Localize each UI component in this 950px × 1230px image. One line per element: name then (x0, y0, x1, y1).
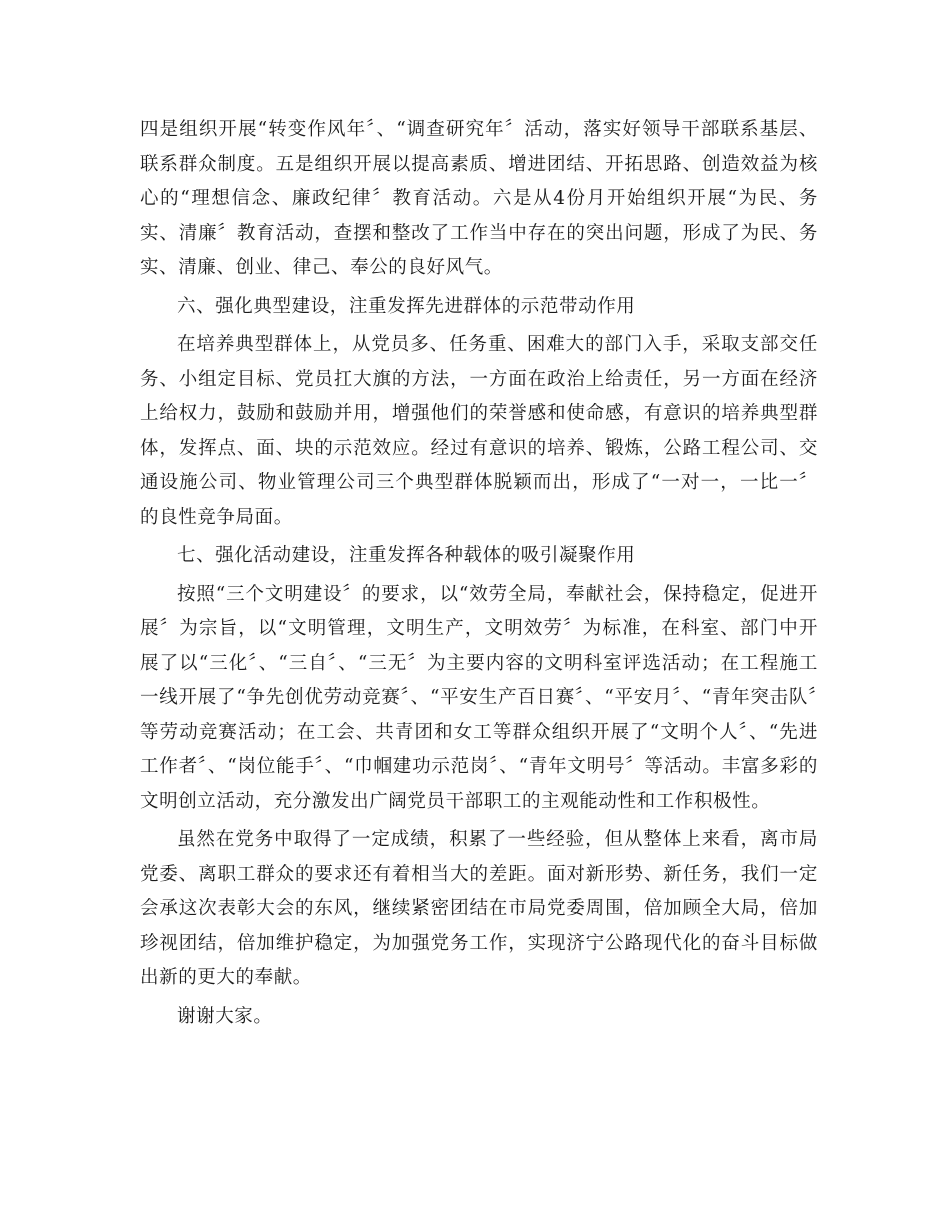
paragraph-continuation: 四是组织开展“转变作风年〞、“调查研究年〞活动，落实好领导干部联系基层、联系群众制度。五是组织开展以提高素质、增进团结、开拓思路、创造效益为核心的“理想信念、廉政纪律〞教育活动。六是从4份月开始组织开展“为民、务实、清廉〞教育活动，查摆和整改了工作当中存在的突出问题，形成了为民、务实、清廉、创业、律己、奉公的良好风气。 (140, 119, 818, 278)
paragraph-activities: 按照“三个文明建设〞的要求，以“效劳全局，奉献社会，保持稳定，促进开展〞为宗旨，以“文明管理，文明生产，文明效劳〞为标准，在科室、部门中开展了以“三化〞、“三自〞、“三无〞为主要内容的文明科室评选活动；在工程施工一线开展了“争先创优劳动竞赛〞、“平安生产百日赛〞、“平安月〞、“青年突击队〞等劳动竞赛活动；在工会、共青团和女工等群众组织开展了“文明个人〞、“先进工作者〞、“岗位能手〞、“巾帼建功示范岗〞、“青年文明号〞等活动。丰富多彩的文明创立活动，充分激发出广阔党员干部职工的主观能动性和工作积极性。 (140, 583, 818, 812)
paragraph-thanks: 谢谢大家。 (177, 1005, 273, 1027)
paragraph-conclusion: 虽然在党务中取得了一定成绩，积累了一些经验，但从整体上来看，离市局党委、离职工群众的要求还有着相当大的差距。面对新形势、新任务，我们一定会承这次表彰大会的东风，继续紧密团结在市局党委周围，倍加顾全大局，倍加珍视团结，倍加维护稳定，为加强党务工作，实现济宁公路现代化的奋斗目标做出新的更大的奉献。 (140, 829, 818, 988)
section-heading-seven: 七、强化活动建设，注重发挥各种载体的吸引凝聚作用 (177, 545, 636, 566)
paragraph-typical-groups: 在培养典型群体上，从党员多、任务重、困难大的部门入手，采取支部交任务、小组定目标、党员扛大旗的方法，一方面在政治上给责任，另一方面在经济上给权力，鼓励和鼓励并用，增强他们的荣誉感和使命感，有意识的培养典型群体，发挥点、面、块的示范效应。经过有意识的培养、锻炼，公路工程公司、交通设施公司、物业管理公司三个典型群体脱颖而出，形成了“一对一，一比一〞的良性竞争局面。 (140, 334, 818, 528)
document-page (140, 113, 818, 1038)
section-heading-six: 六、强化典型建设，注重发挥先进群体的示范带动作用 (177, 295, 636, 317)
